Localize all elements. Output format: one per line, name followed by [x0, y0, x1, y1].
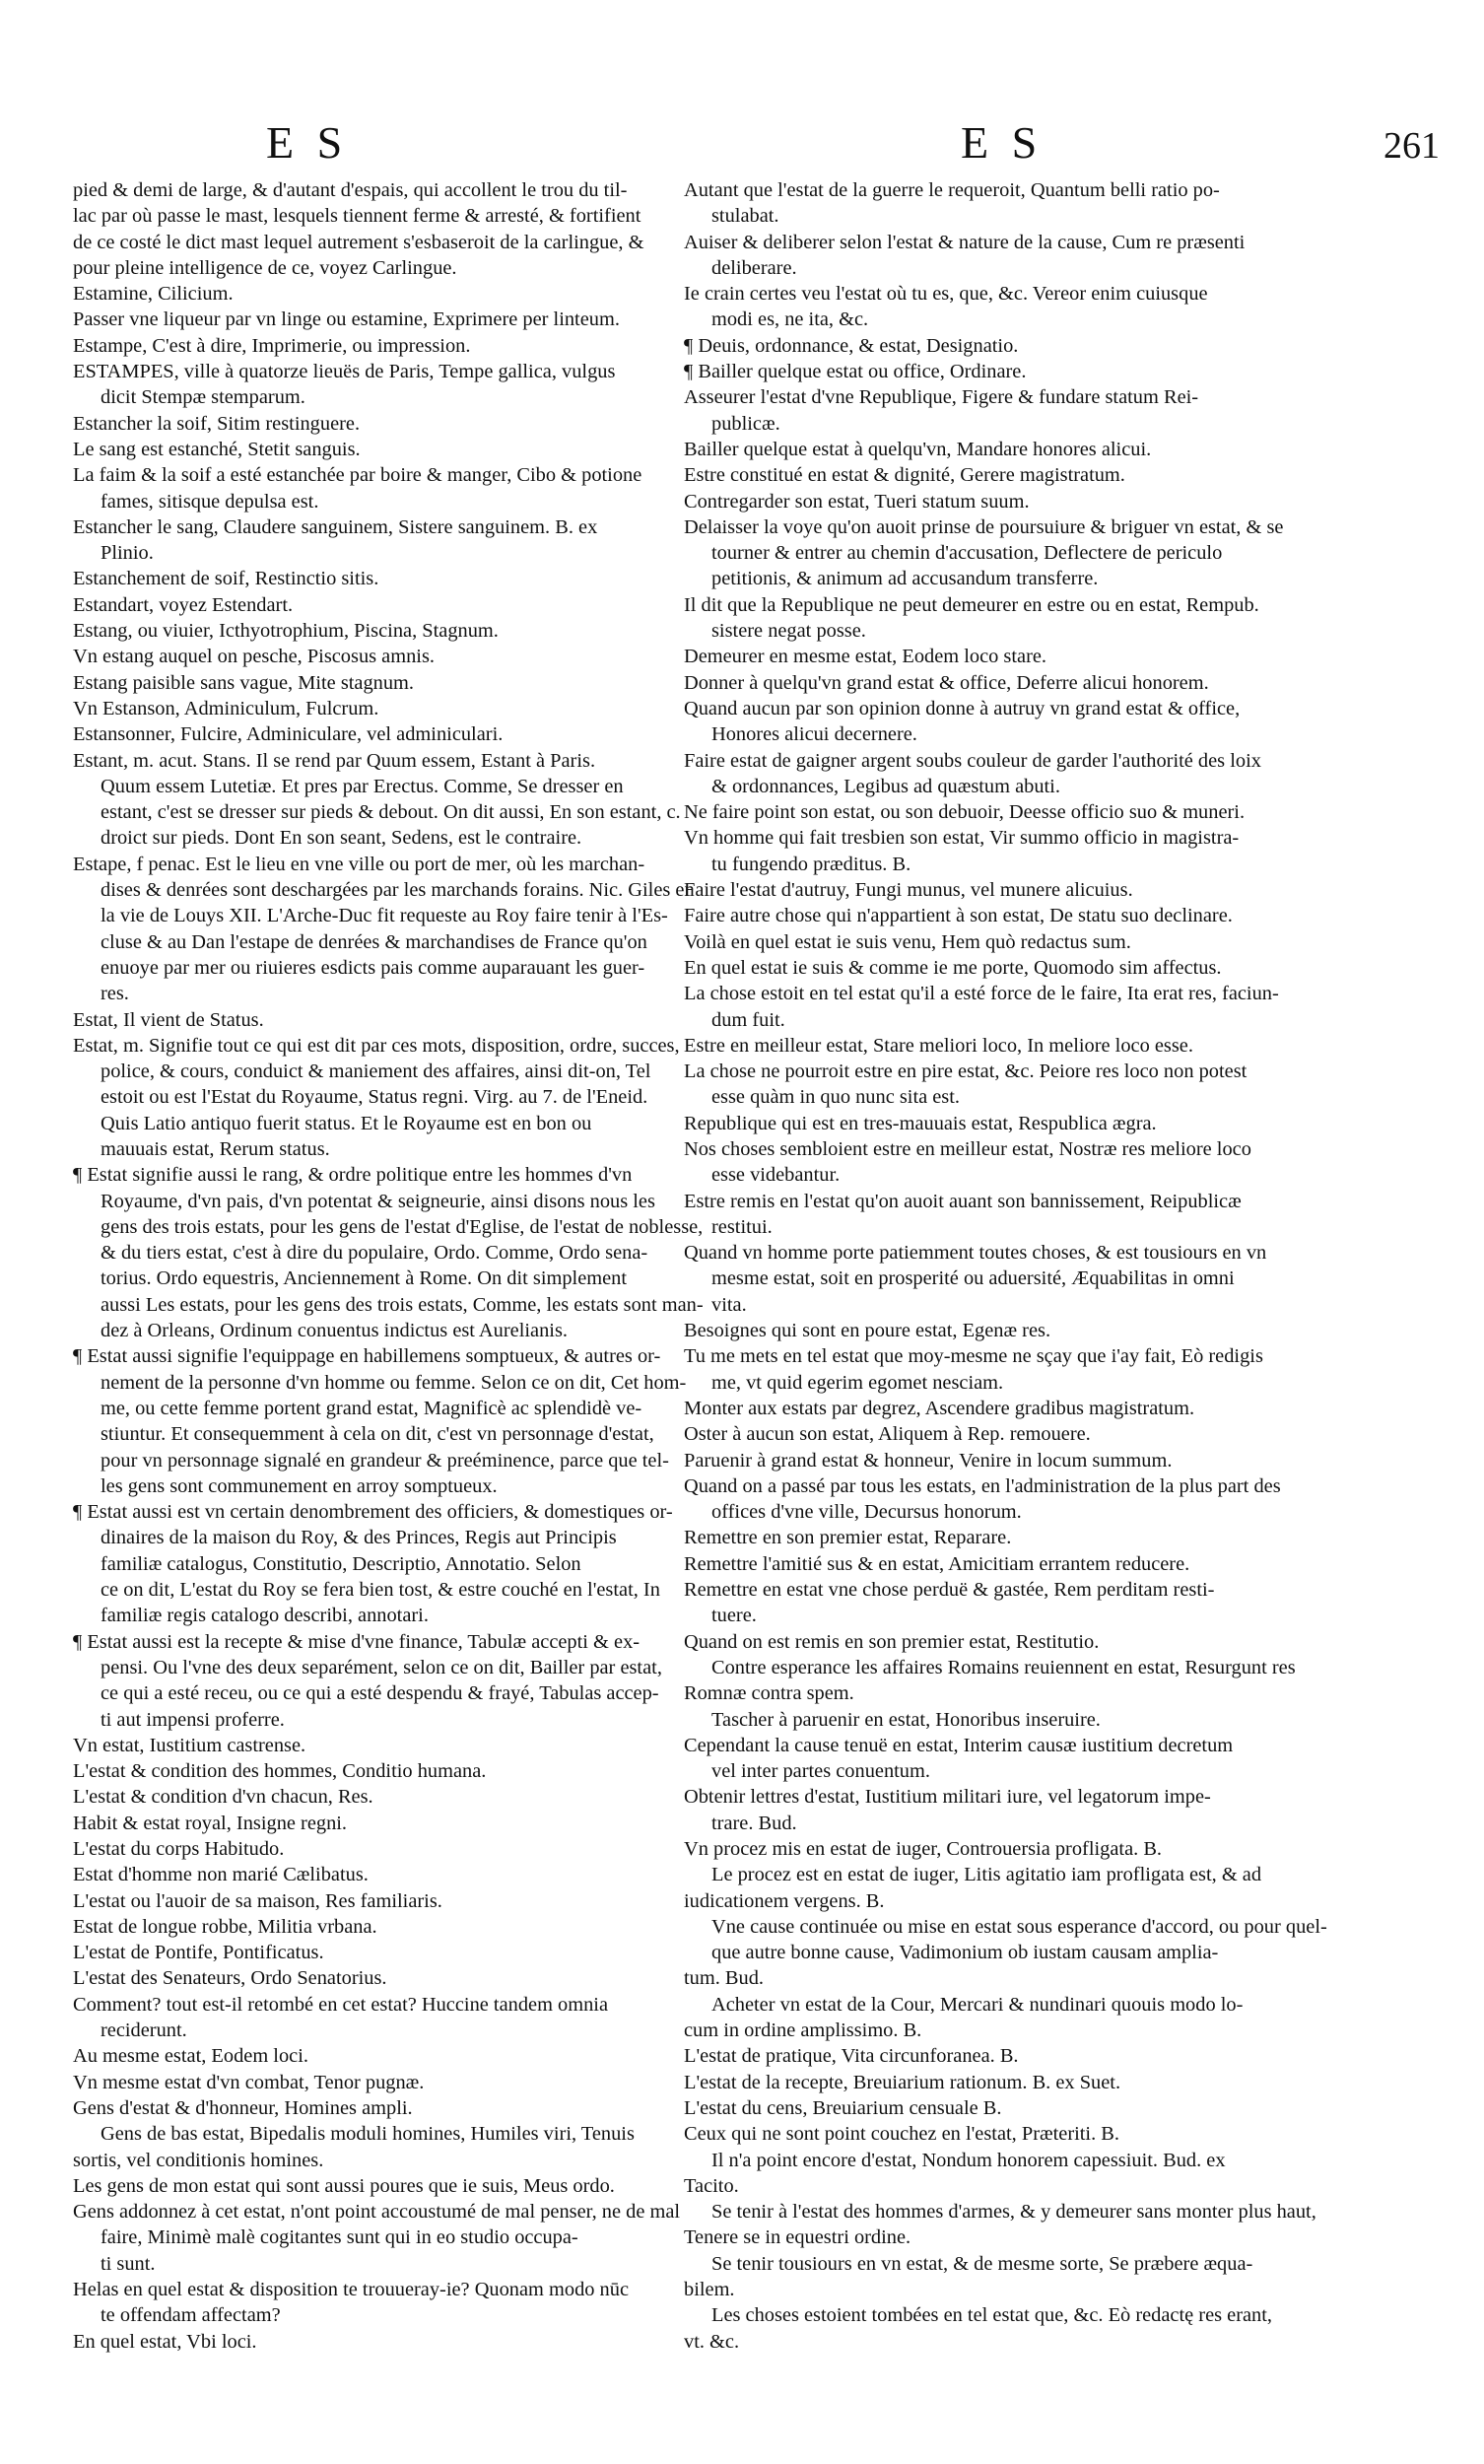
dictionary-line: Vn estat, Iustitium castrense. — [73, 1734, 306, 1756]
dictionary-line: & du tiers estat, c'est à dire du populaire, Ordo. Comme, Ordo sena- — [101, 1242, 648, 1265]
dictionary-line: Les gens de mon estat qui sont aussi poures que ie suis, Meus ordo. — [73, 2174, 615, 2197]
dictionary-line: Oster à aucun son estat, Aliquem à Rep. remouere. — [684, 1423, 1091, 1446]
dictionary-line: Le procez est en estat de iuger, Litis agitatio iam profligata est, & ad — [711, 1864, 1262, 1886]
dictionary-line: Vn procez mis en estat de iuger, Controuersia profligata. B. — [684, 1838, 1163, 1860]
dictionary-line: Estat de longue robbe, Militia vrbana. — [73, 1915, 377, 1938]
dictionary-line: bilem. — [684, 2279, 735, 2301]
dictionary-line: sistere negat posse. — [711, 620, 866, 643]
dictionary-line: vt. &c. — [684, 2330, 740, 2353]
dictionary-line: Honores alicui decernere. — [711, 723, 917, 746]
dictionary-line: Faire autre chose qui n'appartient à son estat, De statu suo declinare. — [684, 905, 1233, 927]
dictionary-line: Estancher le sang, Claudere sanguinem, Sistere sanguinem. B. ex — [73, 515, 598, 538]
dictionary-line: ¶ Estat aussi signifie l'equippage en habillemens somptueux, & autres or- — [73, 1345, 661, 1368]
dictionary-line: police, & cours, conduict & maniement des affaires, ainsi dit-on, Tel — [101, 1061, 651, 1083]
dictionary-line: Ie crain certes veu l'estat où tu es, que, &c. Vereor enim cuiusque — [684, 283, 1208, 306]
dictionary-line: dez à Orleans, Ordinum conuentus indictus est Aurelianis. — [101, 1320, 568, 1342]
dictionary-line: Contregarder son estat, Tueri statum suum. — [684, 490, 1030, 513]
dictionary-line: Habit & estat royal, Insigne regni. — [73, 1812, 348, 1834]
dictionary-line: L'estat de Pontife, Pontificatus. — [73, 1942, 324, 1964]
dictionary-line: esse videbantur. — [711, 1164, 841, 1187]
dictionary-line: Tacito. — [684, 2174, 739, 2197]
dictionary-line: vel inter partes conuentum. — [711, 1760, 930, 1783]
dictionary-line: Ceux qui ne sont point couchez en l'estat, Præteriti. B. — [684, 2123, 1119, 2146]
dictionary-line: Quand aucun par son opinion donne à autruy vn grand estat & office, — [684, 697, 1241, 719]
dictionary-line: deliberare. — [711, 256, 797, 279]
dictionary-line: vita. — [711, 1293, 747, 1316]
dictionary-line: Royaume, d'vn pais, d'vn potentat & seigneurie, ainsi disons nous les — [101, 1190, 655, 1212]
dictionary-line: Autant que l'estat de la guerre le requeroit, Quantum belli ratio po- — [684, 179, 1220, 201]
dictionary-line: sortis, vel conditionis homines. — [73, 2149, 324, 2171]
dictionary-line: ce on dit, L'estat du Roy se fera bien tost, & estre couché en l'estat, In — [101, 1579, 660, 1602]
dictionary-line: cum in ordine amplissimo. B. — [684, 2019, 922, 2042]
dictionary-line: Au mesme estat, Eodem loci. — [73, 2045, 308, 2068]
dictionary-line: Estamine, Cilicium. — [73, 283, 234, 306]
dictionary-line: Cependant la cause tenuë en estat, Interim causæ iustitium decretum — [684, 1734, 1234, 1756]
dictionary-line: de ce costé le dict mast lequel autrement s'esbaseroit de la carlingue, & — [73, 231, 644, 253]
dictionary-line: Vn Estanson, Adminiculum, Fulcrum. — [73, 697, 379, 719]
running-head-right: E S — [961, 117, 1044, 168]
running-head-left: E S — [266, 117, 349, 168]
dictionary-line: ¶ Estat aussi est la recepte & mise d'vne finance, Tabulæ accepti & ex- — [73, 1630, 641, 1653]
dictionary-line: Quand on est remis en son premier estat, Restitutio. — [684, 1630, 1100, 1653]
dictionary-line: Estancher la soif, Sitim restinguere. — [73, 412, 361, 435]
dictionary-line: Vn estang auquel on pesche, Piscosus amnis. — [73, 646, 435, 668]
dictionary-line: Comment? tout est-il retombé en cet estat? Huccine tandem omnia — [73, 1993, 609, 2016]
dictionary-line: Romnæ contra spem. — [684, 1682, 854, 1705]
dictionary-line: ESTAMPES, ville à quatorze lieuës de Paris, Tempe gallica, vulgus — [73, 361, 616, 383]
dictionary-line: Helas en quel estat & disposition te trouueray-ie? Quonam modo nūc — [73, 2279, 629, 2301]
dictionary-line: Quum essem Lutetiæ. Et pres par Erectus. Comme, Se dresser en — [101, 775, 624, 797]
dictionary-line: Remettre en son premier estat, Reparare. — [684, 1527, 1012, 1549]
dictionary-line: cluse & au Dan l'estape de denrées & marchandises de France qu'on — [101, 930, 647, 953]
dictionary-line: Demeurer en mesme estat, Eodem loco stare. — [684, 646, 1047, 668]
page-number: 261 — [1383, 125, 1440, 167]
dictionary-line: Estampe, C'est à dire, Imprimerie, ou impression. — [73, 334, 471, 357]
dictionary-line: Plinio. — [101, 542, 154, 565]
dictionary-line: Ne faire point son estat, ou son debuoir, Deesse officio suo & muneri. — [684, 801, 1246, 824]
dictionary-line: Estre remis en l'estat qu'on auoit auant son bannissement, Reipublicæ — [684, 1190, 1242, 1212]
dictionary-line: familiæ catalogus, Constitutio, Descriptio, Annotatio. Selon — [101, 1552, 581, 1575]
dictionary-line: faire, Minimè malè cogitantes sunt qui in eo studio occupa- — [101, 2226, 578, 2249]
dictionary-line: restitui. — [711, 1215, 773, 1238]
dictionary-line: Estant, m. acut. Stans. Il se rend par Quum essem, Estant à Paris. — [73, 749, 596, 772]
dictionary-line: pied & demi de large, & d'autant d'espais, qui accollent le trou du til- — [73, 179, 628, 201]
dictionary-line: ¶ Estat aussi est vn certain denombrement des officiers, & domestiques or- — [73, 1501, 673, 1524]
dictionary-line: Quand vn homme porte patiemment toutes choses, & est tousiours en vn — [684, 1242, 1267, 1265]
dictionary-line: tu fungendo præditus. B. — [711, 853, 911, 875]
dictionary-line: Estansonner, Fulcire, Adminiculare, vel adminiculari. — [73, 723, 504, 746]
dictionary-line: Delaisser la voye qu'on auoit prinse de poursuiure & briguer vn estat, & se — [684, 515, 1284, 538]
dictionary-line: dicit Stempæ stemparum. — [101, 386, 305, 409]
dictionary-line: me, vt quid egerim egomet nesciam. — [711, 1371, 1004, 1394]
dictionary-line: me, ou cette femme portent grand estat, Magnificè ac splendidè ve- — [101, 1397, 642, 1419]
dictionary-line: estant, c'est se dresser sur pieds & debout. On dit aussi, En son estant, c. — [101, 801, 681, 824]
dictionary-line: la vie de Louys XII. L'Arche-Duc fit requeste au Roy faire tenir à l'Es- — [101, 905, 668, 927]
dictionary-line: pour vn personnage signalé en grandeur & preéminence, parce que tel- — [101, 1449, 669, 1472]
dictionary-line: modi es, ne ita, &c. — [711, 308, 869, 331]
dictionary-line: Tenere se in equestri ordine. — [684, 2226, 911, 2249]
dictionary-line: L'estat du cens, Breuiarium censuale B. — [684, 2096, 1002, 2119]
dictionary-line: L'estat du corps Habitudo. — [73, 1838, 285, 1860]
dictionary-line: Besoignes qui sont en poure estat, Egenæ res. — [684, 1320, 1051, 1342]
dictionary-line: Auiser & deliberer selon l'estat & nature de la cause, Cum re præsenti — [684, 231, 1246, 253]
dictionary-line: tum. Bud. — [684, 1967, 765, 1990]
dictionary-line: dinaires de la maison du Roy, & des Princes, Regis aut Principis — [101, 1527, 617, 1549]
dictionary-line: ce qui a esté receu, ou ce qui a esté despendu & frayé, Tabulas accep- — [101, 1682, 659, 1705]
dictionary-line: Tascher à paruenir en estat, Honoribus inseruire. — [711, 1708, 1101, 1731]
dictionary-line: L'estat ou l'auoir de sa maison, Res familiaris. — [73, 1889, 442, 1912]
dictionary-line: tourner & entrer au chemin d'accusation, Deflectere de periculo — [711, 542, 1223, 565]
dictionary-line: En quel estat ie suis & comme ie me porte, Quomodo sim affectus. — [684, 956, 1222, 979]
dictionary-line: Gens addonnez à cet estat, n'ont point accoustumé de mal penser, ne de mal — [73, 2201, 681, 2224]
dictionary-line: Remettre l'amitié sus & en estat, Amicitiam errantem reducere. — [684, 1552, 1190, 1575]
dictionary-line: dises & denrées sont deschargées par les marchands forains. Nic. Giles en — [101, 879, 695, 902]
dictionary-line: Vne cause continuée ou mise en estat sous esperance d'accord, ou pour quel- — [711, 1915, 1327, 1938]
dictionary-line: Nos choses sembloient estre en meilleur estat, Nostræ res meliore loco — [684, 1137, 1251, 1160]
dictionary-line: res. — [101, 983, 129, 1005]
dictionary-line: offices d'vne ville, Decursus honorum. — [711, 1501, 1022, 1524]
dictionary-line: Se tenir tousiours en vn estat, & de mesme sorte, Se præbere æqua- — [711, 2252, 1253, 2275]
dictionary-line: Se tenir à l'estat des hommes d'armes, & y demeurer sans monter plus haut, — [711, 2201, 1316, 2224]
dictionary-line: Gens d'estat & d'honneur, Homines ampli. — [73, 2096, 413, 2119]
dictionary-line: torius. Ordo equestris, Anciennement à Rome. On dit simplement — [101, 1267, 628, 1290]
dictionary-line: La faim & la soif a esté estanchée par boire & manger, Cibo & potione — [73, 464, 642, 487]
dictionary-line: Bailler quelque estat à quelqu'vn, Mandare honores alicui. — [684, 438, 1152, 460]
dictionary-line: aussi Les estats, pour les gens des trois estats, Comme, les estats sont man- — [101, 1293, 704, 1316]
dictionary-line: ¶ Deuis, ordonnance, & estat, Designatio. — [684, 334, 1019, 357]
dictionary-line: dum fuit. — [711, 1008, 785, 1031]
dictionary-line: Faire l'estat d'autruy, Fungi munus, vel munere alicuius. — [684, 879, 1133, 902]
dictionary-line: Gens de bas estat, Bipedalis moduli homines, Humiles viri, Tenuis — [101, 2123, 635, 2146]
dictionary-line: Estre constitué en estat & dignité, Gerere magistratum. — [684, 464, 1125, 487]
dictionary-line: Le sang est estanché, Stetit sanguis. — [73, 438, 361, 460]
dictionary-line: pensi. Ou l'vne des deux separément, selon ce on dit, Bailler par estat, — [101, 1656, 662, 1678]
dictionary-line: esse quàm in quo nunc sita est. — [711, 1086, 961, 1109]
dictionary-line: Estandart, voyez Estendart. — [73, 593, 294, 616]
dictionary-line: gens des trois estats, pour les gens de l'estat d'Eglise, de l'estat de noblesse, — [101, 1215, 704, 1238]
dictionary-line: L'estat de la recepte, Breuiarium rationum. B. ex Suet. — [684, 2071, 1121, 2093]
dictionary-line: La chose estoit en tel estat qu'il a esté force de le faire, Ita erat res, faciun- — [684, 983, 1279, 1005]
dictionary-line: ti sunt. — [101, 2252, 156, 2275]
dictionary-line: tuere. — [711, 1605, 757, 1627]
dictionary-line: Remettre en estat vne chose perduë & gastée, Rem perditam resti- — [684, 1579, 1215, 1602]
dictionary-line: ti aut impensi proferre. — [101, 1708, 285, 1731]
dictionary-line: nement de la personne d'vn homme ou femme. Selon ce on dit, Cet hom- — [101, 1371, 687, 1394]
dictionary-line: Estat d'homme non marié Cælibatus. — [73, 1864, 369, 1886]
left-column — [73, 177, 717, 2355]
dictionary-line: Faire estat de gaigner argent soubs couleur de garder l'authorité des loix — [684, 749, 1261, 772]
dictionary-line: En quel estat, Vbi loci. — [73, 2330, 257, 2353]
dictionary-line: mauuais estat, Rerum status. — [101, 1137, 330, 1160]
dictionary-line: Tu me mets en tel estat que moy-mesme ne sçay que i'ay fait, Eò redigis — [684, 1345, 1263, 1368]
dictionary-line: Estre en meilleur estat, Stare meliori loco, In meliore loco esse. — [684, 1034, 1193, 1057]
dictionary-line: Republique qui est en tres-mauuais estat, Respublica ægra. — [684, 1112, 1157, 1134]
dictionary-line: stiuntur. Et consequemment à cela on dit, c'est vn personnage d'estat, — [101, 1423, 654, 1446]
dictionary-line: Asseurer l'estat d'vne Republique, Figere & fundare statum Rei- — [684, 386, 1199, 409]
dictionary-line: ¶ Bailler quelque estat ou office, Ordinare. — [684, 361, 1027, 383]
dictionary-line: Paruenir à grand estat & honneur, Venire in locum summum. — [684, 1449, 1173, 1472]
dictionary-line: Estang, ou viuier, Icthyotrophium, Piscina, Stagnum. — [73, 620, 499, 643]
dictionary-line: Il dit que la Republique ne peut demeurer en estre ou en estat, Rempub. — [684, 593, 1259, 616]
dictionary-line: Donner à quelqu'vn grand estat & office, Deferre alicui honorem. — [684, 671, 1209, 694]
dictionary-line: lac par où passe le mast, lesquels tiennent ferme & arresté, & fortifient — [73, 205, 641, 228]
dictionary-line: Estang paisible sans vague, Mite stagnum. — [73, 671, 415, 694]
dictionary-line: Estanchement de soif, Restinctio sitis. — [73, 568, 379, 590]
dictionary-line: La chose ne pourroit estre en pire estat, &c. Peiore res loco non potest — [684, 1061, 1248, 1083]
dictionary-line: Vn mesme estat d'vn combat, Tenor pugnæ. — [73, 2071, 425, 2093]
dictionary-line: estoit ou est l'Estat du Royaume, Status regni. Virg. au 7. de l'Eneid. — [101, 1086, 648, 1109]
dictionary-line: fames, sitisque depulsa est. — [101, 490, 319, 513]
dictionary-line: Estat, m. Signifie tout ce qui est dit par ces mots, disposition, ordre, succes, — [73, 1034, 680, 1057]
dictionary-line: ¶ Estat signifie aussi le rang, & ordre politique entre les hommes d'vn — [73, 1164, 633, 1187]
dictionary-line: reciderunt. — [101, 2019, 187, 2042]
dictionary-line: Les choses estoient tombées en tel estat que, &c. Eò redactę res erant, — [711, 2304, 1273, 2327]
dictionary-line: & ordonnances, Legibus ad quæstum abuti. — [711, 775, 1060, 797]
dictionary-line: Obtenir lettres d'estat, Iustitium militari iure, vel legatorum impe- — [684, 1786, 1211, 1809]
dictionary-line: L'estat & condition d'vn chacun, Res. — [73, 1786, 373, 1809]
dictionary-line: L'estat des Senateurs, Ordo Senatorius. — [73, 1967, 387, 1990]
dictionary-line: stulabat. — [711, 205, 779, 228]
dictionary-line: Passer vne liqueur par vn linge ou estamine, Exprimere per linteum. — [73, 308, 620, 331]
dictionary-line: Quand on a passé par tous les estats, en l'administration de la plus part des — [684, 1474, 1281, 1497]
dictionary-line: Voilà en quel estat ie suis venu, Hem quò redactus sum. — [684, 930, 1131, 953]
dictionary-line: Il n'a point encore d'estat, Nondum honorem capessiuit. Bud. ex — [711, 2149, 1226, 2171]
dictionary-line: Estat, Il vient de Status. — [73, 1008, 264, 1031]
dictionary-line: Acheter vn estat de la Cour, Mercari & nundinari quouis modo lo- — [711, 1993, 1244, 2016]
dictionary-line: que autre bonne cause, Vadimonium ob iustam causam amplia- — [711, 1942, 1219, 1964]
right-column — [684, 177, 1334, 2355]
dictionary-line: trare. Bud. — [711, 1812, 797, 1834]
dictionary-line: familiæ regis catalogo describi, annotari. — [101, 1605, 429, 1627]
dictionary-line: publicæ. — [711, 412, 780, 435]
dictionary-line: Quis Latio antiquo fuerit status. Et le Royaume est en bon ou — [101, 1112, 592, 1134]
dictionary-line: iudicationem vergens. B. — [684, 1889, 885, 1912]
dictionary-line: Monter aux estats par degrez, Ascendere gradibus magistratum. — [684, 1397, 1195, 1419]
dictionary-line: L'estat de pratique, Vita circunforanea. B. — [684, 2045, 1019, 2068]
dictionary-line: te offendam affectam? — [101, 2304, 281, 2327]
dictionary-line: L'estat & condition des hommes, Conditio humana. — [73, 1760, 487, 1783]
dictionary-line: Vn homme qui fait tresbien son estat, Vir summo officio in magistra- — [684, 827, 1240, 850]
dictionary-line: droict sur pieds. Dont En son seant, Sedens, est le contraire. — [101, 827, 582, 850]
dictionary-line: Contre esperance les affaires Romains reuiennent en estat, Resurgunt res — [711, 1656, 1296, 1678]
dictionary-line: les gens sont communement en arroy somptueux. — [101, 1474, 498, 1497]
dictionary-line: mesme estat, soit en prosperité ou aduersité, Æquabilitas in omni — [711, 1267, 1235, 1290]
dictionary-line: petitionis, & animum ad accusandum transferre. — [711, 568, 1099, 590]
dictionary-line: enuoye par mer ou riuieres esdicts pais comme auparauant les guer- — [101, 956, 645, 979]
dictionary-line: pour pleine intelligence de ce, voyez Carlingue. — [73, 256, 457, 279]
dictionary-line: Estape, f penac. Est le lieu en vne ville ou port de mer, où les marchan- — [73, 853, 645, 875]
